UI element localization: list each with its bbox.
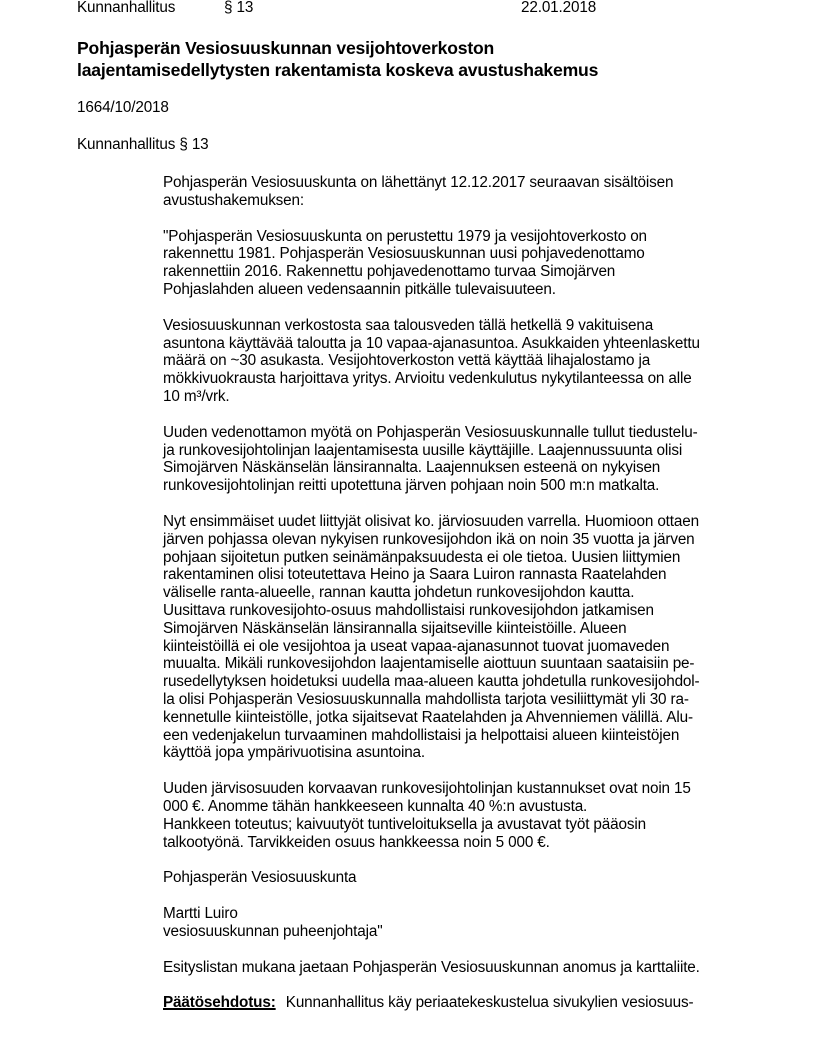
proposal-text: Kunnanhallitus käy periaatekeskustelua sivukylien vesiosuus-	[285, 994, 694, 1012]
document-header	[77, 0, 777, 17]
paragraph	[163, 174, 783, 210]
text-line: Vesiosuuskunnan verkostosta saa talousveden tällä hetkellä 9 vakituisena	[163, 316, 654, 334]
header-body-name: Kunnanhallitus	[77, 0, 176, 16]
text-line: Uuden järvisosuuden korvaavan runkovesijohtolinjan kustannukset ovat noin 15	[163, 780, 691, 798]
text-line: Pohjasperän Vesiosuuskunta on lähettänyt 12.12.2017 seuraavan sisältöisen	[163, 174, 674, 191]
text-line: asuntona käyttävää taloutta ja 10 vapaa-ajanasuntoa. Asukkaiden yhteenlaskettu	[163, 334, 700, 352]
text-line: kennetulle kiinteistölle, jotka sijaitsevat Raatelahden ja Ahvenniemen välillä. Alu-	[163, 708, 693, 726]
document-number: 1664/10/2018	[77, 99, 169, 116]
text-line: een vedenjakelun turvaaminen mahdollistaisi ja helpottaisi alueen kiinteistöjen	[163, 726, 680, 744]
text-line: Martti Luiro	[163, 905, 238, 923]
section-reference: Kunnanhallitus § 13	[77, 136, 209, 153]
text-line: la olisi Pohjasperän Vesiosuuskunnalla mahdollista tarjota vesiliittymät yli 30 ra-	[163, 690, 689, 708]
paragraph	[163, 780, 783, 851]
proposal-label: Päätösehdotus:	[163, 994, 276, 1012]
text-line: Simojärven Näskänselän länsirannalta. Laajennuksen esteenä on nykyisen	[163, 459, 661, 477]
document-body	[163, 174, 783, 1030]
text-line: "Pohjasperän Vesiosuuskunta on perustettu 1979 ja vesijohtoverkosto on	[163, 227, 647, 245]
text-line: rakentaminen olisi toteutettava Heino ja Saara Luiron rannasta Raatelahden	[163, 566, 667, 584]
text-line: Uusittava runkovesijohto-osuus mahdollistaisi runkovesijohdon jatkamisen	[163, 601, 654, 619]
text-line: pohjaan sijoitetun putken seinämänpaksuudesta ei ole tietoa. Uusien liittymien	[163, 548, 681, 566]
title-line: laajentamisedellytysten rakentamista koskeva avustushakemus	[77, 59, 599, 80]
text-line: järven pohjassa olevan nykyisen runkovesijohdon ikä on noin 35 vuotta ja järven	[163, 530, 695, 548]
text-line: avustushakemuksen:	[163, 191, 304, 209]
text-line: kiinteistöillä ei ole vesijohtoa ja useat vapaa-ajanasunnot tuovat juomaveden	[163, 637, 670, 655]
text-line: vesiosuuskunnan puheenjohtaja"	[163, 922, 383, 940]
text-line: runkovesijohtolinjan reitti upotettuna järven pohjaan noin 500 m:n matkalta.	[163, 477, 660, 495]
text-line: ja runkovesijohtolinjan laajentamisesta uusille käyttäjille. Laajennussuunta olisi	[163, 441, 683, 459]
text-line: rakennettiin 2016. Rakennettu pohjavedenottamo turvaa Simojärven	[163, 263, 616, 281]
text-line: Simojärven Näskänselän länsirannalla sijaitseville kiinteistöille. Alueen	[163, 619, 627, 637]
text-line: Pohjasperän Vesiosuuskunta	[163, 869, 357, 887]
document-title	[77, 38, 777, 81]
text-line: Esityslistan mukana jaetaan Pohjasperän Vesiosuuskunnan anomus ja karttaliite.	[163, 958, 700, 976]
text-line: Pohjaslahden alueen vedensaannin pitkälle tulevaisuuteen.	[163, 280, 556, 298]
text-line: 000 €. Anomme tähän hankkeeseen kunnalta 40 %:n avustusta.	[163, 797, 588, 815]
text-line: muualta. Mikäli runkovesijohdon laajentamiselle aiottuun suuntaan saataisiin pe-	[163, 655, 695, 673]
paragraph	[163, 317, 783, 406]
paragraph	[163, 905, 783, 941]
header-section-number: § 13	[224, 0, 254, 16]
decision-proposal	[163, 994, 783, 1012]
paragraph	[163, 424, 783, 495]
text-line: talkootyönä. Tarvikkeiden osuus hankkeessa noin 5 000 €.	[163, 833, 550, 851]
text-line: Nyt ensimmäiset uudet liittyjät olisivat ko. järviosuuden varrella. Huomioon ottaen	[163, 512, 699, 530]
text-line: väliselle ranta-alueelle, rannan kautta johdetun runkovesijohdon kautta.	[163, 584, 635, 602]
title-line: Pohjasperän Vesiosuuskunnan vesijohtoverkoston	[77, 38, 495, 58]
paragraph	[163, 869, 783, 887]
paragraph	[163, 513, 783, 762]
header-date: 22.01.2018	[521, 0, 597, 16]
paragraph	[163, 228, 783, 299]
text-line: 10 m³/vrk.	[163, 387, 230, 405]
text-line: mökkivuokrausta harjoittava yritys. Arvioitu vedenkulutus nykytilanteessa on alle	[163, 370, 692, 388]
paragraph	[163, 959, 783, 977]
text-line: käyttöä jopa ympärivuotisina asuntoina.	[163, 744, 426, 762]
paragraph-list	[163, 174, 783, 976]
text-line: Hankkeen toteutus; kaivuutyöt tuntiveloituksella ja avustavat työt pääosin	[163, 815, 646, 833]
text-line: Uuden vedenottamon myötä on Pohjasperän Vesiosuuskunnalle tullut tiedustelu-	[163, 423, 698, 441]
text-line: rusedellytyksen hoidetuksi uudella maa-alueen kautta johdetulla runkovesijohdol-	[163, 673, 700, 691]
text-line: määrä on ~30 asukasta. Vesijohtoverkoston vettä käyttää lihajalostamo ja	[163, 352, 651, 370]
text-line: rakennettu 1981. Pohjasperän Vesiosuuskunnan uusi pohjavedenottamo	[163, 245, 645, 263]
